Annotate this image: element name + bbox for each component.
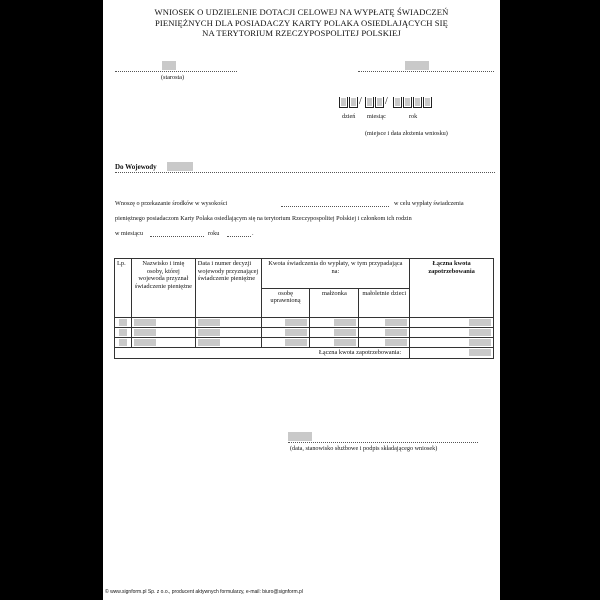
row-name-input[interactable] [134,329,156,336]
starosta-input[interactable] [162,61,176,70]
voivode-input[interactable] [167,162,193,171]
title-line-1: WNIOSEK O UDZIELENIE DOTACJI CELOWEJ NA WYPŁATĘ ŚWIADCZEŃ [154,7,449,17]
header-total: Łączna kwota zapotrzebowania [410,259,494,318]
date-year-digit-2[interactable] [403,97,412,108]
year-input[interactable] [227,236,251,237]
row-person-input[interactable] [285,339,307,346]
footer-text: © www.signform.pl Sp. z o.o., producent aktywnych formularzy, e-mail: biuro@signform.pl [105,589,303,595]
date-year-label: rok [409,113,418,120]
benefits-table [114,258,494,359]
row-name-input[interactable] [134,319,156,326]
place-date-label: (miejsce i data złożenia wniosku) [365,130,448,137]
grand-total-input[interactable] [469,349,491,356]
starosta-label: (starosta) [161,74,185,81]
row-total-input[interactable] [469,319,491,326]
header-amount-children: małoletnie dzieci [359,288,410,318]
date-slash-1: / [359,96,362,107]
body-line-1-end: w celu wypłaty świadczenia [394,200,464,207]
date-slash-2: / [385,96,388,107]
row-person-input[interactable] [285,329,307,336]
body-line-3-start: w miesiącu [115,230,144,237]
place-line [358,71,494,72]
row-children-input[interactable] [385,319,407,326]
table-row [115,338,494,348]
table-row [115,328,494,338]
date-day-label: dzień [342,113,356,120]
row-lp-input[interactable] [119,329,127,336]
header-amount-spouse: małżonka [310,288,359,318]
row-decision-input[interactable] [198,319,220,326]
row-name-input[interactable] [134,339,156,346]
row-spouse-input[interactable] [334,339,356,346]
row-total-input[interactable] [469,339,491,346]
date-year-digit-1[interactable] [393,97,402,108]
header-decision: Data i numer decyzji wojewody przyznającej świadczenie pieniężne [195,259,261,318]
addressee-line [115,172,495,173]
row-lp-input[interactable] [119,319,127,326]
place-input[interactable] [405,61,429,70]
date-month-digit-1[interactable] [365,97,374,108]
body-line-3-mid: roku [208,230,220,237]
body-line-2: pieniężnego posiadaczom Karty Polaka osiedlającym się na terytorium Rzeczypospolitej Polskiej i członkom ich rodzin [115,215,412,222]
signature-line [288,442,478,443]
date-year-digit-3[interactable] [413,97,422,108]
date-month-digit-2[interactable] [375,97,384,108]
row-decision-input[interactable] [198,329,220,336]
table-row [115,318,494,328]
row-children-input[interactable] [385,329,407,336]
header-amount-group: Kwota świadczenia do wypłaty, w tym przypadająca na: [261,259,410,289]
date-day-digit-2[interactable] [349,97,358,108]
date-month-label: miesiąc [367,113,386,120]
header-name: Nazwisko i imię osoby, której wojewoda przyznał świadczenie pieniężne [131,259,195,318]
form-page [103,0,500,600]
title-line-2: PIENIĘŻNYCH DLA POSIADACZY KARTY POLAKA OSIEDLAJĄCYCH SIĘ [155,17,448,28]
row-decision-input[interactable] [198,339,220,346]
total-label: Łączna kwota zapotrzebowania: [115,348,410,359]
date-day-digit-1[interactable] [339,97,348,108]
body-line-3-end: . [252,230,254,237]
row-lp-input[interactable] [119,339,127,346]
row-spouse-input[interactable] [334,319,356,326]
body-line-1-start: Wnoszę o przekazanie środków w wysokości [115,200,228,207]
month-input[interactable] [150,236,204,237]
amount-input[interactable] [281,206,389,207]
table-total-row [115,348,494,359]
title-line-3: NA TERYTORIUM RZECZYPOSPOLITEJ POLSKIEJ [202,28,401,39]
row-person-input[interactable] [285,319,307,326]
header-amount-person: osobę uprawnioną [261,288,310,318]
row-total-input[interactable] [469,329,491,336]
signature-label: (data, stanowisko służbowe i podpis składającego wniosek) [290,445,438,452]
signature-input[interactable] [288,432,312,441]
addressee-label: Do Wojewody [115,163,157,171]
date-year-digit-4[interactable] [423,97,432,108]
form-title [103,7,500,39]
row-spouse-input[interactable] [334,329,356,336]
starosta-line [115,71,237,72]
header-lp: Lp. [115,259,132,318]
row-children-input[interactable] [385,339,407,346]
